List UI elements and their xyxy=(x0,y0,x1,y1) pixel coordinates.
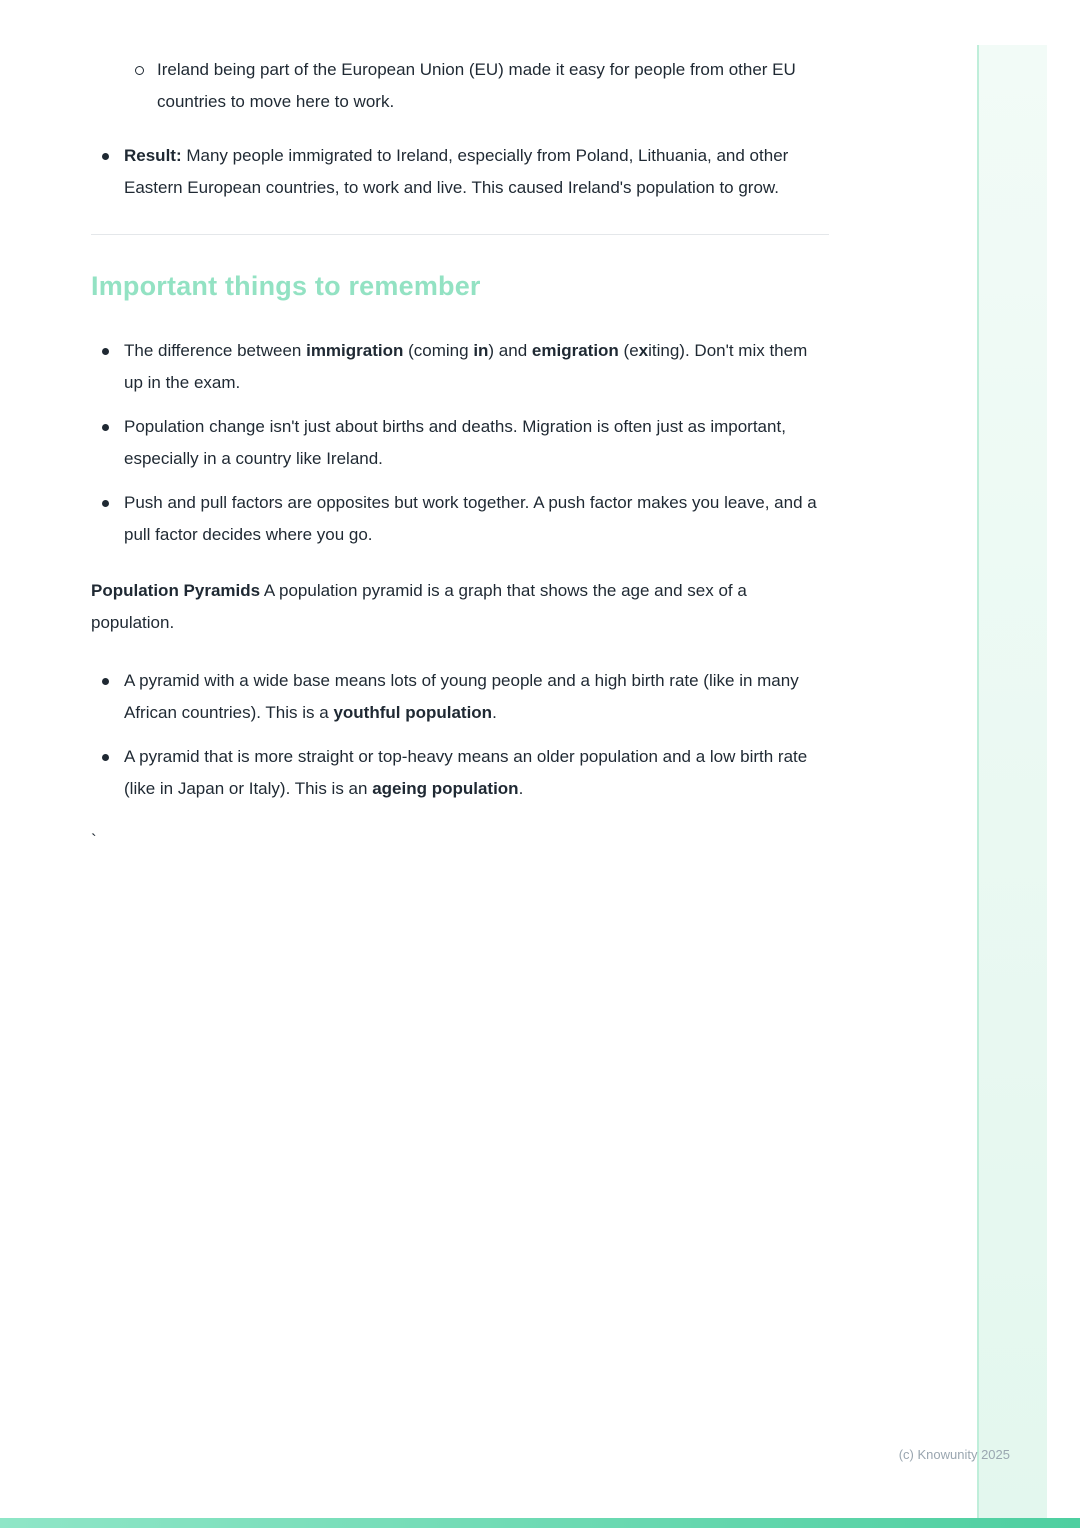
page-content xyxy=(91,54,829,857)
list-item xyxy=(91,335,829,399)
result-bullet-list xyxy=(91,140,829,204)
list-item-text: A pyramid with a wide base means lots of young people and a high birth rate (like in many African countries). This is a youthful population. xyxy=(124,671,799,722)
list-item-text: The difference between immigration (coming in) and emigration (exiting). Don't mix them up in the exam. xyxy=(124,341,808,392)
section-divider xyxy=(91,234,829,235)
bottom-accent-bar xyxy=(0,1518,1080,1528)
list-item xyxy=(91,54,829,118)
population-pyramids-paragraph: Population Pyramids A population pyramid is a graph that shows the age and sex of a population. xyxy=(91,581,747,632)
list-item-text: A pyramid that is more straight or top-heavy means an older population and a low birth rate (like in Japan or Italy). This is an ageing population. xyxy=(124,747,808,798)
list-item-text: Ireland being part of the European Union (EU) made it easy for people from other EU countries to move here to work. xyxy=(157,60,796,111)
pyramid-bullet-list xyxy=(91,665,829,805)
list-item-text: Population change isn't just about births and deaths. Migration is often just as important, especially in a country like Ireland. xyxy=(124,417,786,468)
list-item xyxy=(91,487,829,551)
list-item xyxy=(91,741,829,805)
section-heading: Important things to remember xyxy=(91,271,481,301)
list-item xyxy=(91,665,829,729)
list-item-text: Push and pull factors are opposites but work together. A push factor makes you leave, and a pull factor decides where you go. xyxy=(124,493,817,544)
list-item-text: Result: Many people immigrated to Ireland, especially from Poland, Lithuania, and other Eastern European countries, to work and live. This caused Ireland's population to grow. xyxy=(124,146,789,197)
list-item xyxy=(91,411,829,475)
sub-bullet-list xyxy=(91,54,829,118)
stray-character: ` xyxy=(91,831,97,850)
remember-bullet-list xyxy=(91,335,829,551)
list-item xyxy=(91,140,829,204)
right-accent-strip xyxy=(977,45,1047,1518)
copyright-footer: (c) Knowunity 2025 xyxy=(898,1447,1010,1462)
